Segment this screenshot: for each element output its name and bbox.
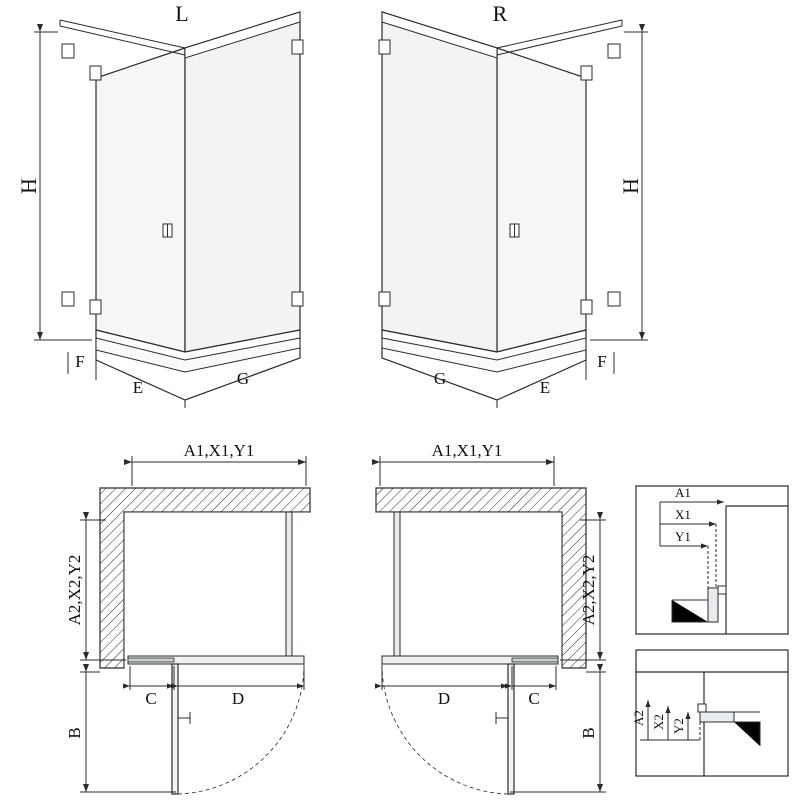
right-door-swing-arc [382, 664, 508, 794]
left-handing-label: L [175, 1, 189, 27]
left-plan-top-dim-label: A1,X1,Y1 [183, 440, 255, 460]
right-hinge-upper [581, 44, 620, 80]
right-height-label: H [618, 178, 644, 194]
left-plan-side-panel [286, 512, 292, 664]
left-plan-label-d: D [231, 688, 245, 708]
right-plan-top-dim-label: A1,X1,Y1 [431, 440, 503, 460]
left-label-e: E [132, 377, 144, 397]
detail-bottom-label-x2: X2 [650, 714, 666, 730]
detail-top-label-y1: Y1 [675, 528, 691, 544]
detail-bottom-label-y2: Y2 [670, 718, 686, 734]
left-hinge-upper [62, 44, 101, 80]
detail-top-label-x1: X1 [675, 506, 691, 522]
left-side-panel [185, 12, 300, 352]
detail-bottom-panel [700, 712, 734, 722]
left-plan-side-dim-label: A2,X2,Y2 [64, 554, 84, 626]
right-label-g: G [433, 368, 447, 388]
detail-bottom [631, 650, 788, 776]
left-height-label: H [16, 178, 42, 194]
view-right-3d [379, 1, 648, 408]
right-hinge-lower [581, 292, 620, 314]
view-left-3d [16, 1, 303, 408]
right-plan-side-panel [394, 512, 400, 664]
left-plan-b-label: B [64, 727, 84, 739]
right-side-panel [382, 12, 497, 352]
detail-top [636, 485, 788, 634]
left-label-g: G [236, 368, 250, 388]
right-plan-label-c: C [528, 688, 540, 708]
right-handing-label: R [492, 1, 508, 27]
left-door-handle [163, 224, 172, 237]
right-plan-label-d: D [437, 688, 451, 708]
right-label-f: F [597, 351, 607, 371]
left-plan-door-leaf [172, 664, 178, 794]
right-plan-side-dim-label: A2,X2,Y2 [578, 554, 598, 626]
left-plan-label-c: C [145, 688, 157, 708]
detail-bottom-label-a2: A2 [630, 710, 646, 726]
right-label-e: E [539, 377, 551, 397]
detail-top-panel [708, 588, 718, 622]
right-plan-b-label: B [578, 727, 598, 739]
left-label-f: F [75, 351, 85, 371]
view-left-plan [65, 441, 310, 794]
detail-top-label-a1: A1 [675, 484, 691, 500]
view-right-plan [376, 441, 606, 794]
right-door-handle [510, 224, 519, 237]
left-door-panel [96, 48, 185, 352]
right-plan-door-leaf [508, 664, 514, 794]
right-door-panel [497, 48, 586, 352]
left-hinge-lower [62, 292, 101, 314]
left-door-swing-arc [178, 664, 304, 794]
